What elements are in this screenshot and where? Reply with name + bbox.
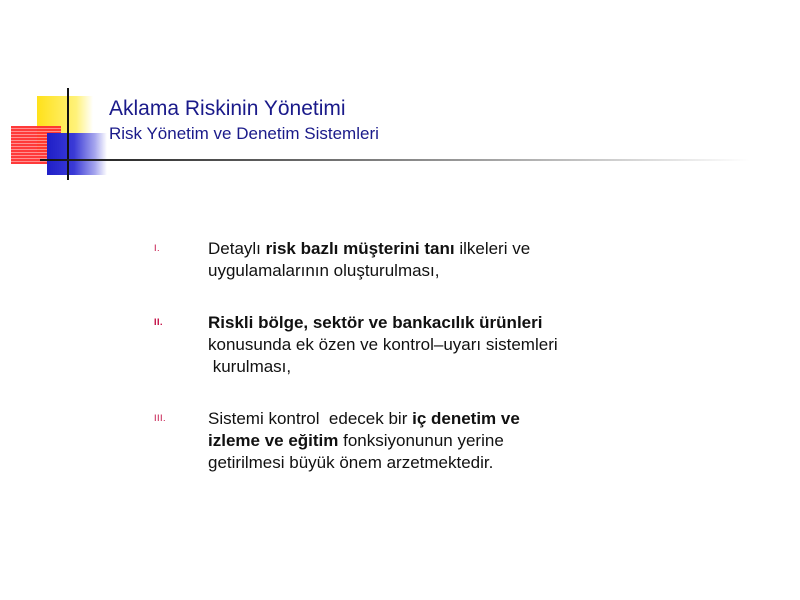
slide-title: Aklama Riskinin Yönetimi (109, 97, 346, 120)
bullet-plain-text: Detaylı (208, 239, 266, 258)
bullet-list (150, 238, 650, 474)
title-underline (40, 159, 750, 161)
bullet-marker: II. (154, 317, 164, 327)
bullet-bold-text: iç denetim ve (412, 409, 520, 428)
bullet-item-3 (150, 408, 650, 474)
bullet-text (208, 238, 650, 282)
bullet-line (208, 452, 650, 474)
bullet-line (208, 408, 650, 430)
bullet-line (208, 238, 650, 260)
bullet-marker: I. (154, 243, 161, 253)
bullet-plain-text: uygulamalarının oluşturulması, (208, 261, 440, 280)
bullet-item-1 (150, 238, 650, 282)
logo-blue-square (47, 133, 107, 175)
bullet-line (208, 356, 650, 378)
slide-subtitle: Risk Yönetim ve Denetim Sistemleri (109, 124, 379, 143)
bullet-item-2 (150, 312, 650, 378)
bullet-bold-text: Riskli bölge, sektör ve bankacılık ürünleri (208, 313, 543, 332)
bullet-plain-text: Sistemi kontrol edecek bir (208, 409, 413, 428)
bullet-bold-text: risk bazlı müşterini tanı (265, 239, 455, 258)
bullet-line (208, 430, 650, 452)
bullet-plain-text: kurulması, (208, 357, 292, 376)
bullet-plain-text: getirilmesi büyük önem arzetmektedir. (208, 453, 494, 472)
logo-vertical-line (67, 88, 69, 180)
bullet-line (208, 312, 650, 334)
title-block (109, 96, 379, 145)
bullet-plain-text: konusunda ek özen ve kontrol–uyarı sistemleri (208, 335, 558, 354)
bullet-plain-text: fonksiyonunun yerine (338, 431, 504, 450)
bullet-line (208, 334, 650, 356)
bullet-plain-text: ilkeleri ve (454, 239, 531, 258)
bullet-text (208, 312, 650, 378)
bullet-bold-text: izleme ve eğitim (208, 431, 339, 450)
bullet-line (208, 260, 650, 282)
bullet-marker: III. (154, 413, 167, 423)
bullet-text (208, 408, 650, 474)
